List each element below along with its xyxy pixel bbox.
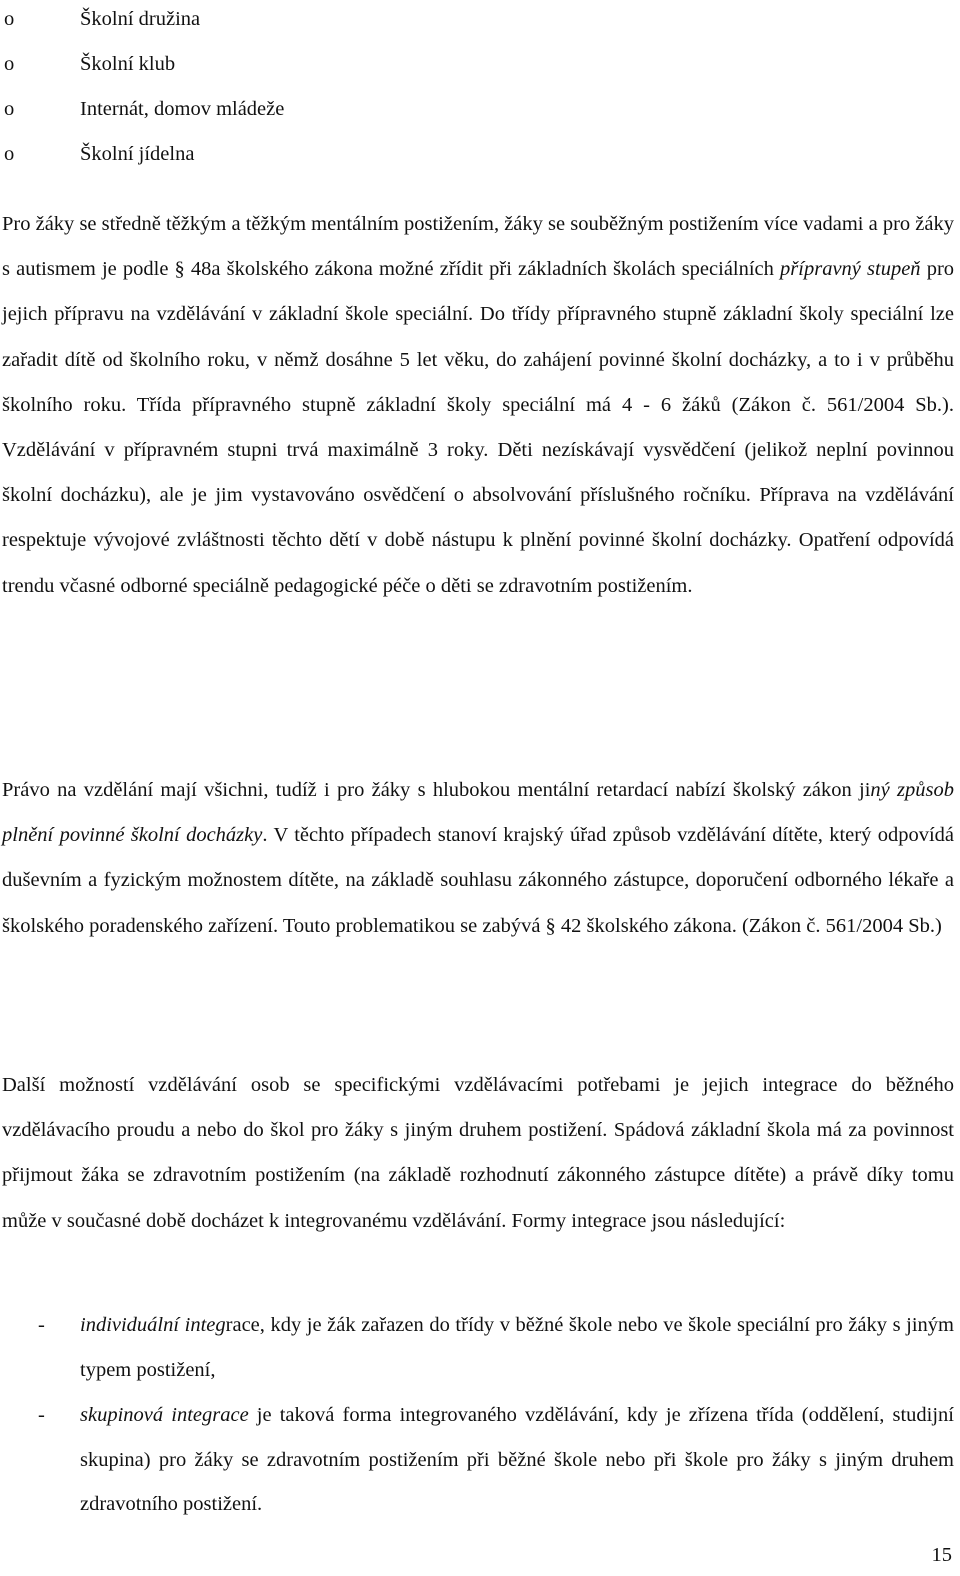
paragraph-italic-text: ný způsob plnění povinné školní docházky xyxy=(2,779,954,847)
dash-item-italic-term: individuální integ xyxy=(80,1314,226,1336)
dash-item-italic-term: skupinová integrace xyxy=(80,1404,249,1426)
paragraph-text: . V těchto případech stanoví krajský úřad způsob vzdělávání dítěte, který odpovídá duševním a fyzickým možnostem dítěte, na základě souhlasu zákonného zástupce, doporučení odborného lékaře a školského poradenského zařízení. Touto problematikou se zabývá § 42 školského zákona. (Zákon č. 561/2004 Sb.) xyxy=(2,824,954,937)
paragraph-text: Právo na vzdělání mají všichni, tudíž i pro žáky s hlubokou mentální retardací nabízí školský zákon ji xyxy=(2,779,871,801)
paragraph-right-to-education xyxy=(2,768,954,949)
dash-item-text xyxy=(80,1303,954,1392)
paragraph-italic-text: přípravný stupeň xyxy=(780,258,921,281)
paragraph-integration: Další možností vzdělávání osob se specifickými vzdělávacími potřebami je jejich integrace do běžného vzdělávacího proudu a nebo do škol pro žáky s jiným druhem postižení. Spádová základní škola má za povinnost přijmout žáka se zdravotním postižením (na základě rozhodnutí zákonného zástupce dítěte) a právě díky tomu může v současné době docházet k integrovanému vzdělávání. Formy integrace jsou následující: xyxy=(2,1074,954,1232)
dash-marker: - xyxy=(38,1314,45,1336)
list-item-text: Školní jídelna xyxy=(80,143,195,165)
dash-marker: - xyxy=(38,1404,45,1426)
paragraph-preparatory-stage xyxy=(2,202,954,609)
dash-item-description: je taková forma integrovaného vzdělávání, kdy je zřízena třída (oddělení, studijní skupina) pro žáky se zdravotním postižením při běžné škole nebo při škole pro žáky s jiným druhem zdravotního postižení. xyxy=(80,1404,954,1515)
bullet-marker: o xyxy=(4,143,15,165)
dash-item-description: race, kdy je žák zařazen do třídy v běžné škole nebo ve škole speciální pro žáky s jiným typem postižení, xyxy=(80,1314,954,1381)
bullet-marker: o xyxy=(4,53,15,75)
page-number: 15 xyxy=(931,1544,952,1566)
paragraph-text: pro jejich přípravu na vzdělávání v základní škole speciální. Do třídy přípravného stupně základní školy speciální lze zařadit dítě od školního roku, v němž dosáhne 5 let věku, do zahájení povinné školní docházky, a to i v průběhu školního roku. Třída přípravného stupně základní školy speciální má 4 - 6 žáků (Zákon č. 561/2004 Sb.). Vzdělávání v přípravném stupni trvá maximálně 3 roky. Děti nezískávají vysvědčení (jelikož neplní povinnou školní docházku), ale je jim vystavováno osvědčení o absolvování příslušného ročníku. Příprava na vzdělávání respektuje vývojové zvláštnosti těchto dětí v době nástupu k plnění povinné školní docházky. Opatření odpovídá trendu včasné odborné speciálně pedagogické péče o děti se zdravotním postižením. xyxy=(2,258,955,597)
list-item-text: Internát, domov mládeže xyxy=(80,98,285,120)
bullet-marker: o xyxy=(4,98,15,120)
dash-item-text xyxy=(80,1393,954,1527)
bullet-marker: o xyxy=(4,8,15,30)
list-item-text: Školní družina xyxy=(80,8,201,30)
list-item-text: Školní klub xyxy=(80,53,176,75)
paragraph-text: Pro žáky se středně těžkým a těžkým mentálním postižením, žáky se souběžným postižením více vadami a pro žáky s autismem je podle § 48a školského zákona možné zřídit při základních školách speciálních xyxy=(2,213,954,281)
